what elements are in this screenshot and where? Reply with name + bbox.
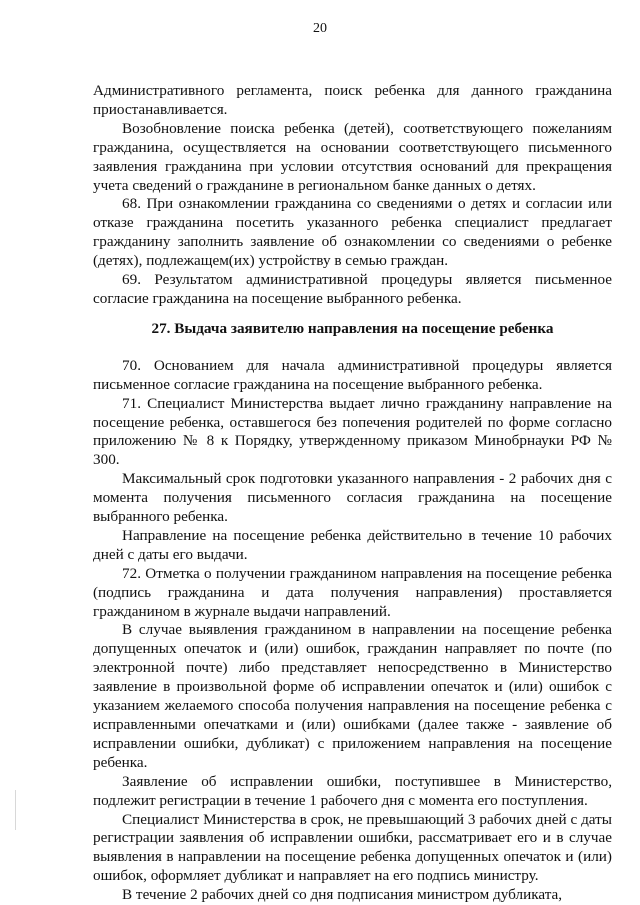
paragraph: Направление на посещение ребенка действительно в течение 10 рабочих дней с даты его выдачи. [93, 526, 612, 563]
section-heading: 27. Выдача заявителю направления на посещение ребенка [151, 319, 554, 337]
paragraph-69: 69. Результатом административной процедуры является письменное согласие гражданина на посещение выбранного ребенка. [93, 271, 612, 307]
page-number: 20 [313, 21, 327, 36]
paragraph: Заявление об исправлении ошибки, поступившее в Министерство, подлежит регистрации в течение 1 рабочего дня с момента его поступления. [93, 772, 612, 809]
paragraph-70: 70. Основанием для начала административной процедуры является письменное согласие гражданина на посещение выбранного ребенка. [93, 356, 612, 393]
paragraph: Специалист Министерства в срок, не превышающий 3 рабочих дней с даты регистрации заявления об исправлении ошибки, рассматривает его и в случае выявления в направлении на посещение ребенка допущенных опечаток и (или) ошибок, оформляет дубликат и направляет на его подпись министру. [93, 810, 612, 885]
paragraph-72: 72. Отметка о получении гражданином направления на посещение ребенка (подпись гражданина и дата получения направления) проставляется гражданином в журнале выдачи направлений. [93, 564, 612, 620]
document-body [93, 82, 612, 905]
paragraph-71: 71. Специалист Министерства выдает лично гражданину направление на посещение ребенка, оставшегося без попечения родителей по форме согласно приложению № 8 к Порядку, утвержденному приказом Минобрнауки РФ № 300. [93, 394, 612, 469]
paragraph: Максимальный срок подготовки указанного направления - 2 рабочих дня с момента получения письменного согласия гражданина на посещение выбранного ребенка. [93, 470, 612, 526]
scan-edge-mark [15, 790, 16, 830]
paragraph-68: 68. При ознакомлении гражданина со сведениями о детях и согласии или отказе гражданина посетить указанного ребенка специалист предлагает гражданину заполнить заявление об ознакомлении со сведениями о ребенке (детях), подлежащем(их) устройству в семью граждан. [93, 195, 612, 270]
paragraph: В случае выявления гражданином в направлении на посещение ребенка допущенных опечаток и (или) ошибок, гражданин направляет по почте (по электронной почте) либо представляет непосредственно в Министерство заявление в произвольной форме об исправлении опечаток и (или) ошибок с указанием желаемого способа получения направления на посещение ребенка с исправленными опечатками и (или) ошибками (далее также - заявление об исправлении ошибки, дубликат) с приложением направления на посещение ребенка. [93, 621, 612, 771]
paragraph: Возобновление поиска ребенка (детей), соответствующего пожеланиям гражданина, осуществляется на основании соответствующего письменного заявления гражданина при условии отсутствия оснований для прекращения учета сведений о гражданине в региональном банке данных о детях. [93, 119, 612, 194]
paragraph-truncated: В течение 2 рабочих дней со дня подписания министром дубликата, [122, 886, 563, 904]
paragraph-continuation: Административного регламента, поиск ребенка для данного гражданина приостанавливается. [93, 82, 612, 118]
